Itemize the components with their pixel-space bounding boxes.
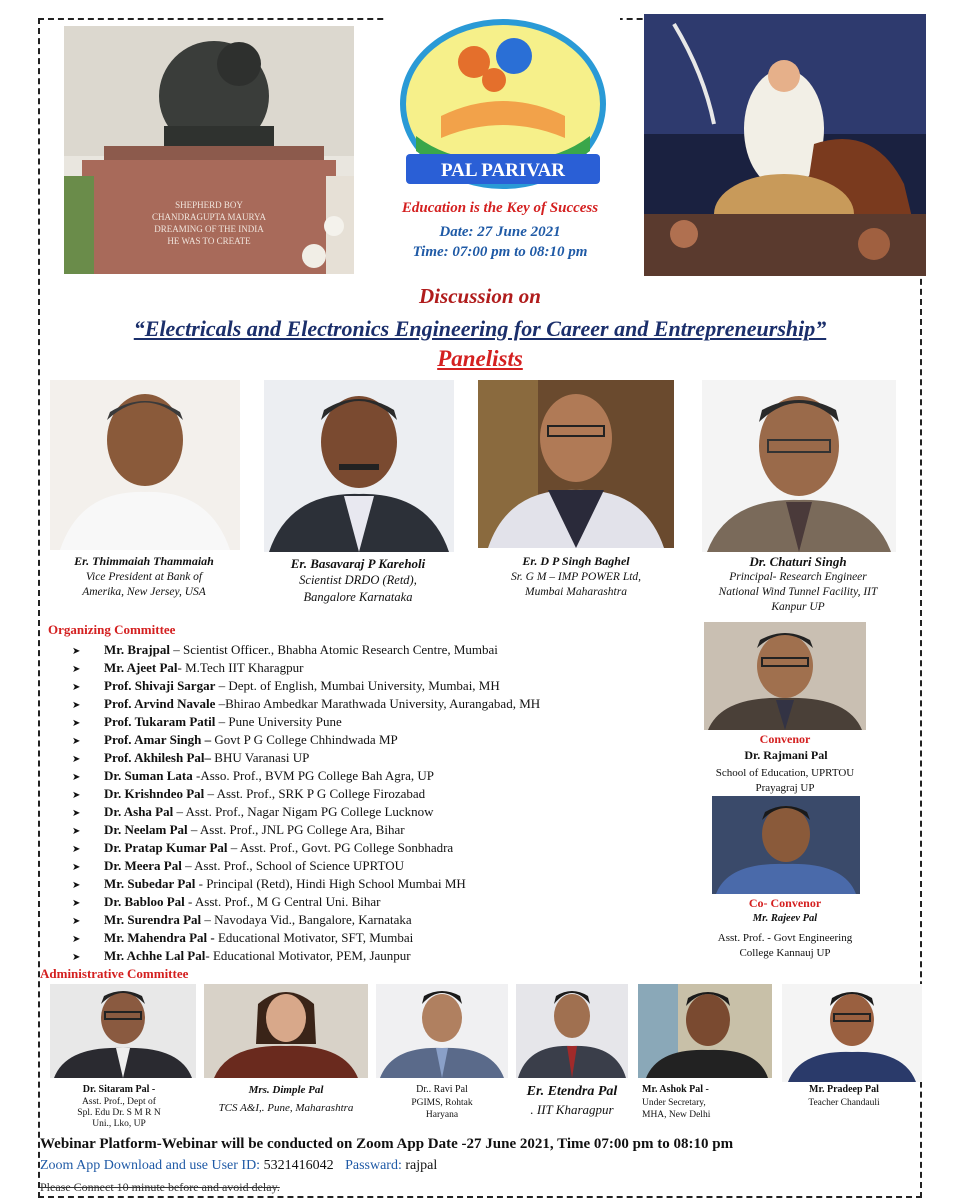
admin-photo-1	[50, 984, 196, 1078]
list-item: ➤ Dr. Neelam Pal – Asst. Prof., JNL PG College Ara, Bihar	[72, 821, 692, 839]
panelist-name-1: Er. Thimmaiah Thammaiah	[74, 554, 214, 568]
admin-name-3: Dr.. Ravi Pal	[416, 1084, 468, 1095]
admin-photo-6	[782, 984, 922, 1082]
co-convenor-name: Mr. Rajeev Pal	[752, 913, 818, 924]
zoom-label: Zoom App Download and use User ID:	[40, 1158, 261, 1173]
list-item: ➤ Dr. Asha Pal – Asst. Prof., Nagar Nigam PG College Lucknow	[72, 803, 692, 821]
logo-text: PAL PARIVAR	[440, 160, 566, 181]
arrow-bullet-icon: ➤	[72, 754, 81, 765]
arrow-bullet-icon: ➤	[72, 736, 81, 747]
list-item: ➤ Prof. Akhilesh Pal– BHU Varanasi UP	[72, 749, 692, 767]
zoom-password: rajpal	[405, 1158, 438, 1173]
arrow-bullet-icon: ➤	[72, 718, 81, 729]
list-item: ➤ Dr. Suman Lata -Asso. Prof., BVM PG College Bah Agra, UP	[72, 767, 692, 785]
arrow-bullet-icon: ➤	[72, 808, 81, 819]
panelists-heading: Panelists	[437, 346, 523, 371]
panelist-name-4: Dr. Chaturi Singh	[749, 554, 847, 569]
list-item: ➤ Mr. Surendra Pal – Navodaya Vid., Bangalore, Karnataka	[72, 911, 692, 929]
zoom-user-id: 5321416042	[263, 1158, 334, 1173]
admin-name-2: Mrs. Dimple Pal	[248, 1084, 324, 1096]
admin-desc-5b: MHA, New Delhi	[642, 1110, 711, 1120]
panelist-photo-4	[702, 380, 896, 552]
co-convenor-role: Co- Convenor	[748, 896, 822, 910]
panelist-desc-2a: Scientist DRDO (Retd),	[299, 573, 417, 587]
admin-desc-1c: Uni., Lko, UP	[92, 1119, 146, 1129]
discussion-heading: Discussion on	[419, 284, 541, 308]
arrow-bullet-icon: ➤	[72, 952, 81, 963]
panelist-desc-4b: National Wind Tunnel Facility, IIT	[718, 586, 878, 598]
list-item: ➤ Mr. Brajpal – Scientist Officer., Bhabha Atomic Research Centre, Mumbai	[72, 641, 692, 659]
plaque-line-3: DREAMING OF THE INDIA	[154, 224, 264, 234]
list-item: ➤ Prof. Arvind Navale –Bhirao Ambedkar Marathwada University, Aurangabad, MH	[72, 695, 692, 713]
webinar-info: Webinar Platform-Webinar will be conducted on Zoom App Date -27 June 2021, Time 07:00 pm to 08:10 pm	[40, 1136, 734, 1152]
convenor-name: Dr. Rajmani Pal	[744, 748, 828, 762]
list-item: ➤ Mr. Mahendra Pal - Educational Motivator, SFT, Mumbai	[72, 929, 692, 947]
arrow-bullet-icon: ➤	[72, 844, 81, 855]
co-convenor-line1: Asst. Prof. - Govt Engineering	[717, 932, 853, 944]
co-convenor-photo	[712, 796, 860, 894]
panelist-photo-2	[264, 380, 454, 552]
panelist-photo-3	[478, 380, 674, 548]
arrow-bullet-icon: ➤	[72, 646, 81, 657]
list-item: ➤ Dr. Pratap Kumar Pal – Asst. Prof., Govt. PG College Sonbhadra	[72, 839, 692, 857]
connect-note: Please Connect 10 minute before and avoid delay.	[40, 1180, 280, 1194]
arrow-bullet-icon: ➤	[72, 772, 81, 783]
panelist-desc-3a: Sr. G M – IMP POWER Ltd,	[510, 571, 642, 583]
arrow-bullet-icon: ➤	[72, 826, 81, 837]
event-time: Time: 07:00 pm to 08:10 pm	[412, 244, 588, 260]
arrow-bullet-icon: ➤	[72, 790, 81, 801]
list-item: ➤ Mr. Ajeet Pal- M.Tech IIT Kharagpur	[72, 659, 692, 677]
panelist-desc-4a: Principal- Research Engineer	[729, 571, 867, 583]
admin-desc-4a: . IIT Kharagpur	[530, 1102, 614, 1117]
arrow-bullet-icon: ➤	[72, 898, 81, 909]
arrow-bullet-icon: ➤	[72, 916, 81, 927]
admin-name-5: Mr. Ashok Pal -	[642, 1084, 709, 1095]
event-date: Date: 27 June 2021	[439, 224, 561, 240]
list-item: ➤ Dr. Krishndeo Pal – Asst. Prof., SRK P G College Firozabad	[72, 785, 692, 803]
list-item: ➤ Prof. Shivaji Sargar – Dept. of English, Mumbai University, Mumbai, MH	[72, 677, 692, 695]
admin-photo-4	[516, 984, 628, 1078]
list-item: ➤ Prof. Amar Singh – Govt P G College Chhindwada MP	[72, 731, 692, 749]
tagline: Education is the Key of Success	[401, 200, 599, 216]
statue-photo	[64, 26, 354, 274]
admin-photo-3	[376, 984, 508, 1078]
arrow-bullet-icon: ➤	[72, 862, 81, 873]
pal-parivar-logo	[386, 16, 620, 196]
list-item: ➤ Mr. Subedar Pal - Principal (Retd), Hindi High School Mumbai MH	[72, 875, 692, 893]
admin-name-6: Mr. Pradeep Pal	[809, 1084, 879, 1095]
arrow-bullet-icon: ➤	[72, 682, 81, 693]
admin-photo-5	[638, 984, 772, 1078]
arrow-bullet-icon: ➤	[72, 664, 81, 675]
panelist-desc-1b: Amerika, New Jersey, USA	[82, 586, 206, 598]
list-item: ➤ Dr. Babloo Pal - Asst. Prof., M G Central Uni. Bihar	[72, 893, 692, 911]
admin-desc-5a: Under Secretary,	[642, 1098, 706, 1108]
arrow-bullet-icon: ➤	[72, 700, 81, 711]
organizing-heading: Organizing Committee	[48, 622, 176, 637]
panelist-name-2: Er. Basavaraj P Kareholi	[290, 556, 426, 571]
admin-desc-3b: Haryana	[425, 1110, 459, 1120]
convenor-role: Convenor	[759, 732, 811, 746]
convenor-photo	[704, 622, 866, 730]
panelist-desc-2b: Bangalore Karnataka	[303, 590, 413, 604]
plaque-line-1: SHEPHERD BOY	[175, 200, 243, 210]
panelist-photo-1	[50, 380, 240, 550]
list-item: ➤ Dr. Meera Pal – Asst. Prof., School of Science UPRTOU	[72, 857, 692, 875]
panelist-desc-3b: Mumbai Maharashtra	[525, 586, 627, 598]
admin-desc-2a: TCS A&I,. Pune, Maharashtra	[218, 1102, 354, 1114]
convenor-line2: Prayagraj UP	[755, 782, 815, 794]
plaque-line-4: HE WAS TO CREATE	[167, 236, 251, 246]
warrior-painting	[644, 14, 926, 276]
panelist-name-3: Er. D P Singh Baghel	[522, 554, 630, 568]
admin-name-4: Er. Etendra Pal	[526, 1084, 618, 1099]
convenor-line1: School of Education, UPRTOU	[715, 767, 855, 779]
organizing-list	[72, 641, 692, 965]
co-convenor-line2: College Kannauj UP	[739, 947, 831, 959]
admin-desc-3a: PGIMS, Rohtak	[411, 1098, 473, 1108]
admin-photo-2	[204, 984, 368, 1078]
admin-desc-1a: Asst. Prof., Dept of	[82, 1097, 156, 1107]
admin-desc-1b: Spl. Edu Dr. S M R N	[77, 1108, 161, 1118]
zoom-info	[40, 1158, 437, 1174]
admin-name-1: Dr. Sitaram Pal -	[82, 1084, 156, 1095]
arrow-bullet-icon: ➤	[72, 934, 81, 945]
list-item: ➤ Mr. Achhe Lal Pal- Educational Motivator, PEM, Jaunpur	[72, 947, 692, 965]
admin-desc-6a: Teacher Chandauli	[808, 1098, 880, 1108]
administrative-heading: Administrative Committee	[40, 966, 189, 981]
topic-title: “Electricals and Electronics Engineering for Career and Entrepreneurship”	[133, 316, 827, 341]
arrow-bullet-icon: ➤	[72, 880, 81, 891]
panelist-desc-4c: Kanpur UP	[771, 601, 825, 613]
password-label: Passward:	[345, 1158, 402, 1173]
plaque-line-2: CHANDRAGUPTA MAURYA	[151, 212, 267, 222]
list-item: ➤ Prof. Tukaram Patil – Pune University Pune	[72, 713, 692, 731]
panelist-desc-1a: Vice President at Bank of	[85, 571, 203, 583]
